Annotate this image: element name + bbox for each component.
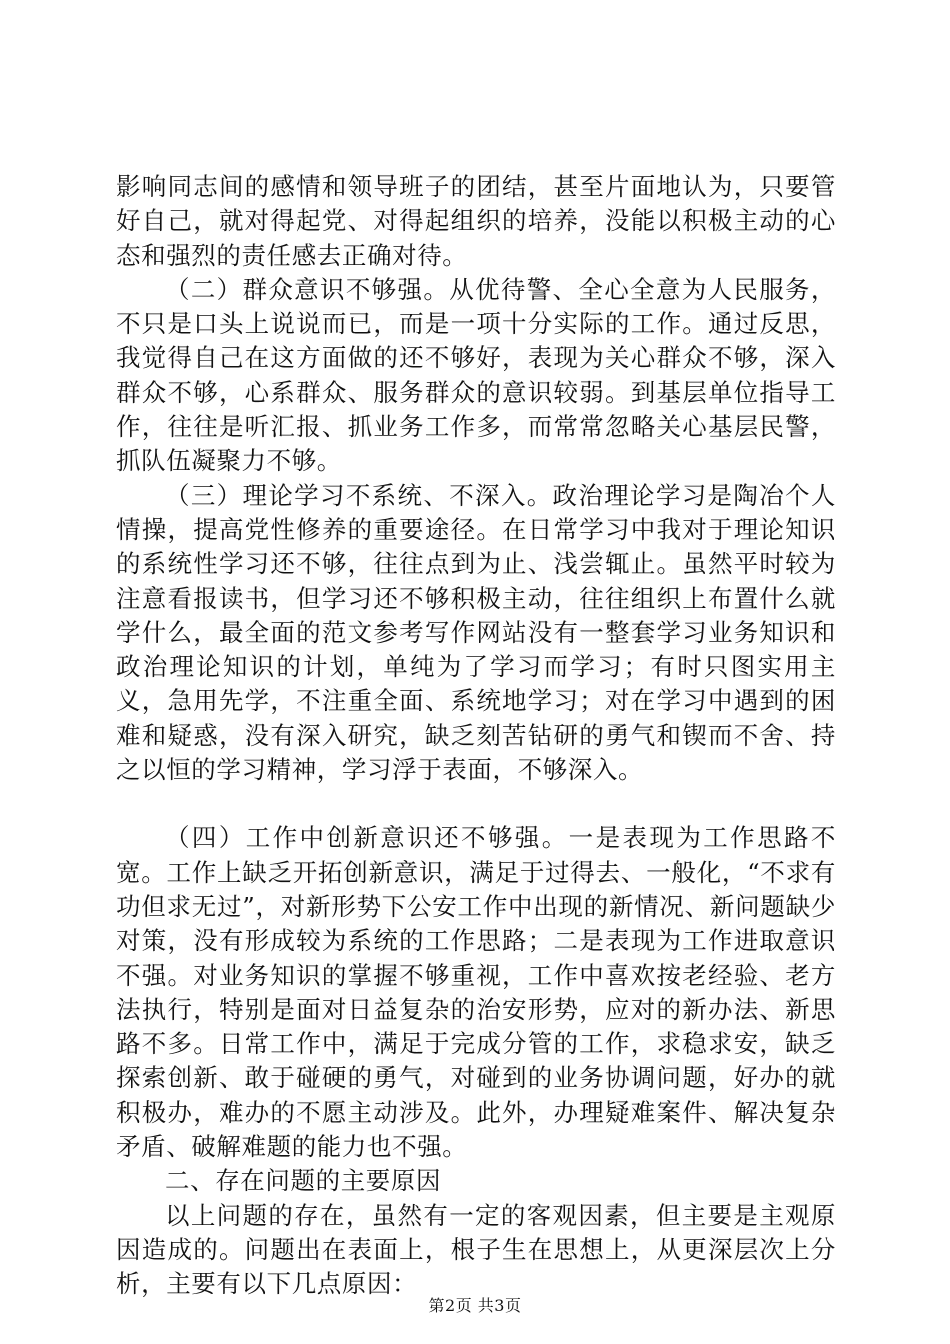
paragraph-causes-intro: 以上问题的存在，虽然有一定的客观因素，但主要是主观原因造成的。问题出在表面上，根子生在思想上，从更深层次上分析，主要有以下几点原因： (116, 1200, 836, 1299)
paragraph-mass-awareness: （二）群众意识不够强。从优待警、全心全意为人民服务，不只是口头上说说而已，而是一项十分实际的工作。通过反思，我觉得自己在这方面做的还不够好，表现为关心群众不够，深入群众不够，心系群众、服务群众的意识较弱。到基层单位指导工作，往往是听汇报、抓业务工作多，而常常忽略关心基层民警，抓队伍凝聚力不够。 (116, 274, 836, 476)
paragraph-innovation-awareness: （四）工作中创新意识还不够强。一是表现为工作思路不宽。工作上缺乏开拓创新意识，满足于过得去、一般化，“不求有功但求无过”，对新形势下公安工作中出现的新情况、新问题缺少对策，没有形成较为系统的工作思路；二是表现为工作进取意识不强。对业务知识的掌握不够重视，工作中喜欢按老经验、老方法执行，特别是面对日益复杂的治安形势，应对的新办法、新思路不多。日常工作中，满足于完成分管的工作，求稳求安，缺乏探索创新、敢于碰硬的勇气，对碰到的业务协调问题，好办的就积极办，难办的不愿主动涉及。此外，办理疑难案件、解决复杂矛盾、破解难题的能力也不强。 (116, 823, 836, 1162)
document-body (116, 170, 836, 1302)
page-number-footer: 第2页 共3页 (428, 1296, 522, 1315)
section-heading-main-causes: 二、存在问题的主要原因 (165, 1166, 442, 1196)
paragraph-theory-study: （三）理论学习不系统、不深入。政治理论学习是陶冶个人情操，提高党性修养的重要途径。在日常学习中我对于理论知识的系统性学习还不够，往往点到为止、浅尝辄止。虽然平时较为注意看报读书，但学习还不够积极主动，往往组织上布置什么就学什么，最全面的范文参考写作网站没有一整套学习业务知识和政治理论知识的计划，单纯为了学习而学习；有时只图实用主义，急用先学，不注重全面、系统地学习；对在学习中遇到的困难和疑惑，没有深入研究，缺乏刻苦钻研的勇气和锲而不舍、持之以恒的学习精神，学习浮于表面，不够深入。 (116, 480, 836, 785)
paragraph-continuation: 影响同志间的感情和领导班子的团结，甚至片面地认为，只要管好自己，就对得起党、对得起组织的培养，没能以积极主动的心态和强烈的责任感去正确对待。 (116, 172, 836, 270)
